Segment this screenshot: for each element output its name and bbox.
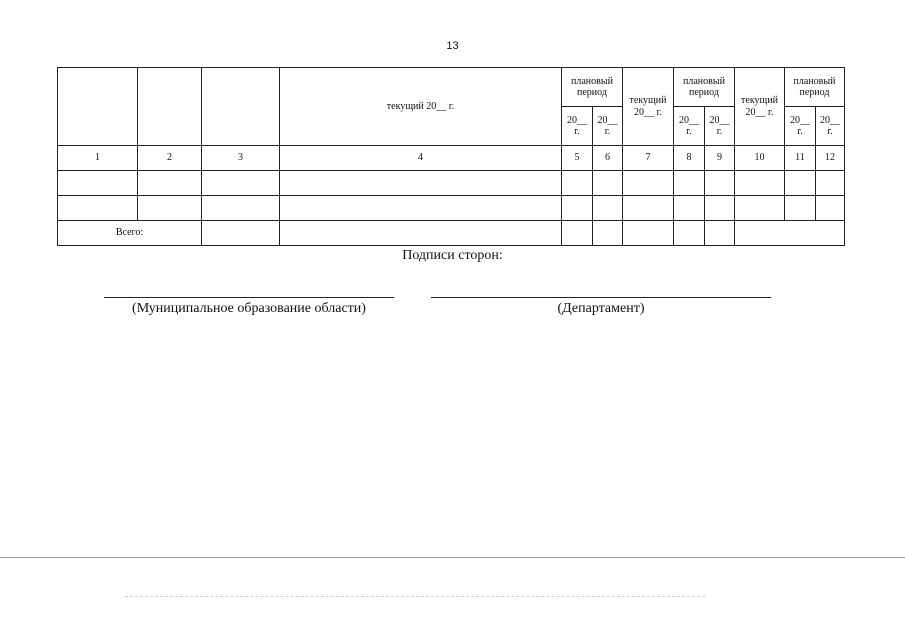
column-number: 5 <box>562 146 593 171</box>
header-planned-period-2: плановый период <box>674 68 735 107</box>
column-number: 4 <box>280 146 562 171</box>
column-number: 11 <box>785 146 816 171</box>
empty-cell <box>593 221 623 246</box>
empty-cell <box>735 221 845 246</box>
empty-cell <box>785 196 816 221</box>
bottom-rule <box>0 557 905 558</box>
empty-cell <box>138 171 202 196</box>
report-table <box>57 67 845 246</box>
header-year-5: 20__ г. <box>562 107 593 146</box>
column-number: 12 <box>816 146 845 171</box>
scan-artifact-line <box>125 596 705 597</box>
column-number: 1 <box>58 146 138 171</box>
empty-cell <box>735 171 785 196</box>
signatures-title: Подписи сторон: <box>402 248 503 263</box>
empty-cell <box>593 196 623 221</box>
header-cell-1 <box>58 68 138 146</box>
empty-cell <box>562 221 593 246</box>
signature-line-right <box>431 297 771 298</box>
empty-cell <box>674 196 705 221</box>
signature-label-right: (Департамент) <box>557 301 645 316</box>
empty-cell <box>674 171 705 196</box>
header-current-year: текущий 20__ г. <box>280 68 562 146</box>
empty-cell <box>785 171 816 196</box>
column-number: 6 <box>593 146 623 171</box>
column-number: 2 <box>138 146 202 171</box>
empty-cell <box>280 171 562 196</box>
empty-cell <box>138 196 202 221</box>
header-current-year-col-7: текущий 20__ г. <box>623 68 674 146</box>
empty-cell <box>816 171 845 196</box>
table-row <box>58 196 845 221</box>
empty-cell <box>202 221 280 246</box>
signature-label-left: (Муниципальное образование области) <box>132 301 366 316</box>
header-cell-2 <box>138 68 202 146</box>
header-year-9: 20__ г. <box>705 107 735 146</box>
empty-cell <box>705 221 735 246</box>
empty-cell <box>674 221 705 246</box>
empty-cell <box>735 196 785 221</box>
header-cell-3 <box>202 68 280 146</box>
empty-cell <box>623 171 674 196</box>
empty-cell <box>202 171 280 196</box>
column-number-row <box>58 146 845 171</box>
column-number: 8 <box>674 146 705 171</box>
empty-cell <box>202 196 280 221</box>
empty-cell <box>280 196 562 221</box>
total-label: Всего: <box>58 221 202 246</box>
column-number: 3 <box>202 146 280 171</box>
header-year-8: 20__ г. <box>674 107 705 146</box>
column-number: 10 <box>735 146 785 171</box>
header-current-year-col-10: текущий 20__ г. <box>735 68 785 146</box>
header-year-11: 20__ г. <box>785 107 816 146</box>
column-number: 7 <box>623 146 674 171</box>
empty-cell <box>816 196 845 221</box>
header-planned-period-1: плановый период <box>562 68 623 107</box>
empty-cell <box>593 171 623 196</box>
empty-cell <box>705 196 735 221</box>
empty-cell <box>280 221 562 246</box>
total-row <box>58 221 845 246</box>
empty-cell <box>562 196 593 221</box>
column-number: 9 <box>705 146 735 171</box>
page-number: 13 <box>446 40 459 52</box>
empty-cell <box>58 196 138 221</box>
table-row <box>58 171 845 196</box>
empty-cell <box>58 171 138 196</box>
empty-cell <box>623 196 674 221</box>
empty-cell <box>562 171 593 196</box>
header-year-6: 20__ г. <box>593 107 623 146</box>
signature-line-left <box>104 297 394 298</box>
header-planned-period-3: плановый период <box>785 68 845 107</box>
empty-cell <box>623 221 674 246</box>
empty-cell <box>705 171 735 196</box>
header-year-12: 20__ г. <box>816 107 845 146</box>
